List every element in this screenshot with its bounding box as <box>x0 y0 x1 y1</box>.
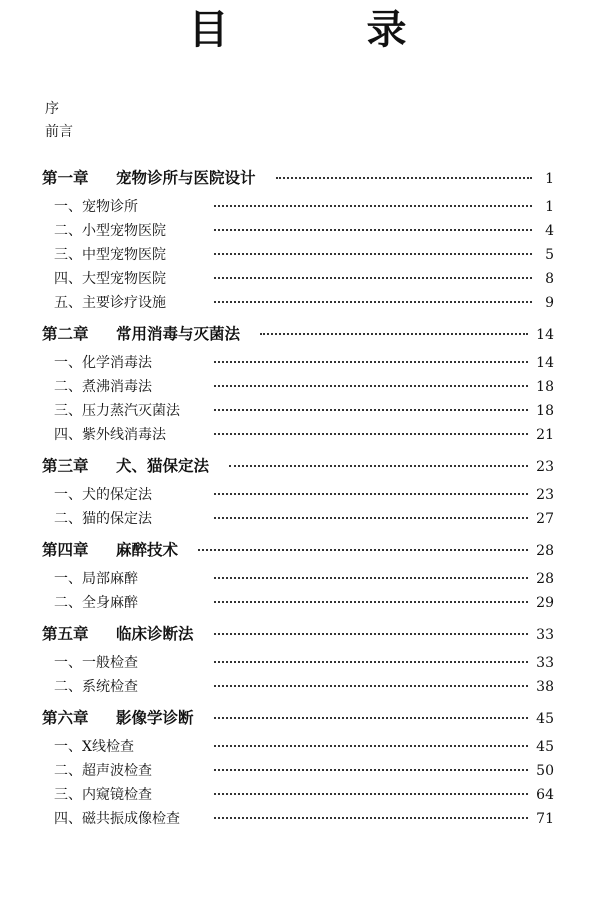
section-row[interactable] <box>42 760 554 784</box>
page-number: 45 <box>536 711 554 727</box>
page-number: 50 <box>536 763 554 779</box>
section-label: 二、小型宠物医院 <box>54 223 166 239</box>
section-row[interactable] <box>42 292 554 316</box>
page-number: 8 <box>545 271 554 287</box>
section-row[interactable] <box>42 808 554 832</box>
page-number: 21 <box>536 427 554 443</box>
page-number: 29 <box>536 595 554 611</box>
section-label: 二、煮沸消毒法 <box>54 379 152 395</box>
section-row[interactable] <box>42 376 554 400</box>
chapter-number: 第四章 <box>42 541 89 559</box>
page-number: 33 <box>536 655 554 671</box>
section-row[interactable] <box>42 736 554 760</box>
dot-leader <box>214 385 528 387</box>
section-row[interactable] <box>42 220 554 244</box>
chapter-number: 第五章 <box>42 625 89 643</box>
dot-leader <box>214 301 532 303</box>
dot-leader <box>214 433 528 435</box>
chapter-block <box>42 322 554 448</box>
section-label: 四、紫外线消毒法 <box>54 427 166 443</box>
page-number: 4 <box>545 223 554 239</box>
page-number: 1 <box>545 171 554 187</box>
section-row[interactable] <box>42 352 554 376</box>
dot-leader <box>214 229 532 231</box>
section-label: 一、一般检查 <box>54 655 138 671</box>
dot-leader <box>214 793 528 795</box>
dot-leader <box>214 361 528 363</box>
section-label: 二、系统检查 <box>54 679 138 695</box>
page-number: 18 <box>536 379 554 395</box>
dot-leader <box>214 493 528 495</box>
section-label: 一、局部麻醉 <box>54 571 138 587</box>
foreword-entry[interactable]: 前言 <box>45 124 73 140</box>
section-row[interactable] <box>42 268 554 292</box>
page-number: 71 <box>536 811 554 827</box>
section-row[interactable] <box>42 196 554 220</box>
chapter-number: 第一章 <box>42 169 89 187</box>
page-number: 23 <box>536 459 554 475</box>
dot-leader <box>260 333 528 335</box>
page-number: 28 <box>536 543 554 559</box>
chapter-title: 临床诊断法 <box>116 625 194 643</box>
dot-leader <box>214 253 532 255</box>
page-title: 目 录 <box>188 7 469 53</box>
chapter-title: 影像学诊断 <box>116 709 194 727</box>
page-number: 1 <box>545 199 554 215</box>
dot-leader <box>214 205 532 207</box>
page-number: 38 <box>536 679 554 695</box>
section-row[interactable] <box>42 676 554 700</box>
chapter-title: 麻醉技术 <box>116 541 179 559</box>
chapter-block <box>42 166 554 316</box>
page-number: 28 <box>536 571 554 587</box>
page-number: 14 <box>536 327 554 343</box>
dot-leader <box>214 661 528 663</box>
page-number: 27 <box>536 511 554 527</box>
section-label: 一、宠物诊所 <box>54 199 138 215</box>
section-label: 三、内窥镜检查 <box>54 787 152 803</box>
section-row[interactable] <box>42 568 554 592</box>
dot-leader <box>214 277 532 279</box>
dot-leader <box>214 685 528 687</box>
page-number: 23 <box>536 487 554 503</box>
dot-leader <box>214 817 528 819</box>
section-row[interactable] <box>42 784 554 808</box>
section-label: 四、大型宠物医院 <box>54 271 166 287</box>
page-number: 18 <box>536 403 554 419</box>
section-label: 二、全身麻醉 <box>54 595 138 611</box>
page-number: 64 <box>536 787 554 803</box>
chapter-row[interactable] <box>42 538 554 568</box>
chapter-number: 第三章 <box>42 457 89 475</box>
page-number: 33 <box>536 627 554 643</box>
chapter-row[interactable] <box>42 322 554 352</box>
chapter-row[interactable] <box>42 454 554 484</box>
section-row[interactable] <box>42 424 554 448</box>
chapter-block <box>42 706 554 832</box>
chapter-row[interactable] <box>42 706 554 736</box>
dot-leader <box>276 177 532 179</box>
section-label: 二、猫的保定法 <box>54 511 152 527</box>
chapter-block <box>42 622 554 700</box>
page-number: 5 <box>545 247 554 263</box>
section-row[interactable] <box>42 652 554 676</box>
section-row[interactable] <box>42 592 554 616</box>
chapter-number: 第六章 <box>42 709 89 727</box>
chapter-block <box>42 454 554 532</box>
dot-leader <box>214 717 529 719</box>
dot-leader <box>214 409 528 411</box>
section-label: 一、犬的保定法 <box>54 487 152 503</box>
dot-leader <box>198 549 528 551</box>
chapter-title: 宠物诊所与医院设计 <box>116 169 256 187</box>
chapter-number: 第二章 <box>42 325 89 343</box>
page-number: 45 <box>536 739 554 755</box>
section-label: 一、化学消毒法 <box>54 355 152 371</box>
dot-leader <box>214 633 529 635</box>
page-number: 14 <box>536 355 554 371</box>
chapter-row[interactable] <box>42 166 554 196</box>
page-number: 9 <box>545 295 554 311</box>
section-label: 三、压力蒸汽灭菌法 <box>54 403 180 419</box>
section-row[interactable] <box>42 508 554 532</box>
dot-leader <box>214 745 528 747</box>
section-row[interactable] <box>42 484 554 508</box>
section-row[interactable] <box>42 244 554 268</box>
chapter-title: 犬、猫保定法 <box>116 457 210 475</box>
chapter-title: 常用消毒与灭菌法 <box>116 325 241 343</box>
section-label: 四、磁共振成像检查 <box>54 811 180 827</box>
dot-leader <box>214 517 528 519</box>
section-label: 二、超声波检查 <box>54 763 152 779</box>
section-label: 一、X线检查 <box>54 739 134 755</box>
section-row[interactable] <box>42 400 554 424</box>
preface-entry[interactable]: 序 <box>45 101 59 117</box>
chapter-row[interactable] <box>42 622 554 652</box>
section-label: 三、中型宠物医院 <box>54 247 166 263</box>
table-of-contents <box>42 166 554 838</box>
dot-leader <box>214 769 528 771</box>
dot-leader <box>229 465 528 467</box>
dot-leader <box>214 601 528 603</box>
dot-leader <box>214 577 528 579</box>
section-label: 五、主要诊疗设施 <box>54 295 166 311</box>
chapter-block <box>42 538 554 616</box>
